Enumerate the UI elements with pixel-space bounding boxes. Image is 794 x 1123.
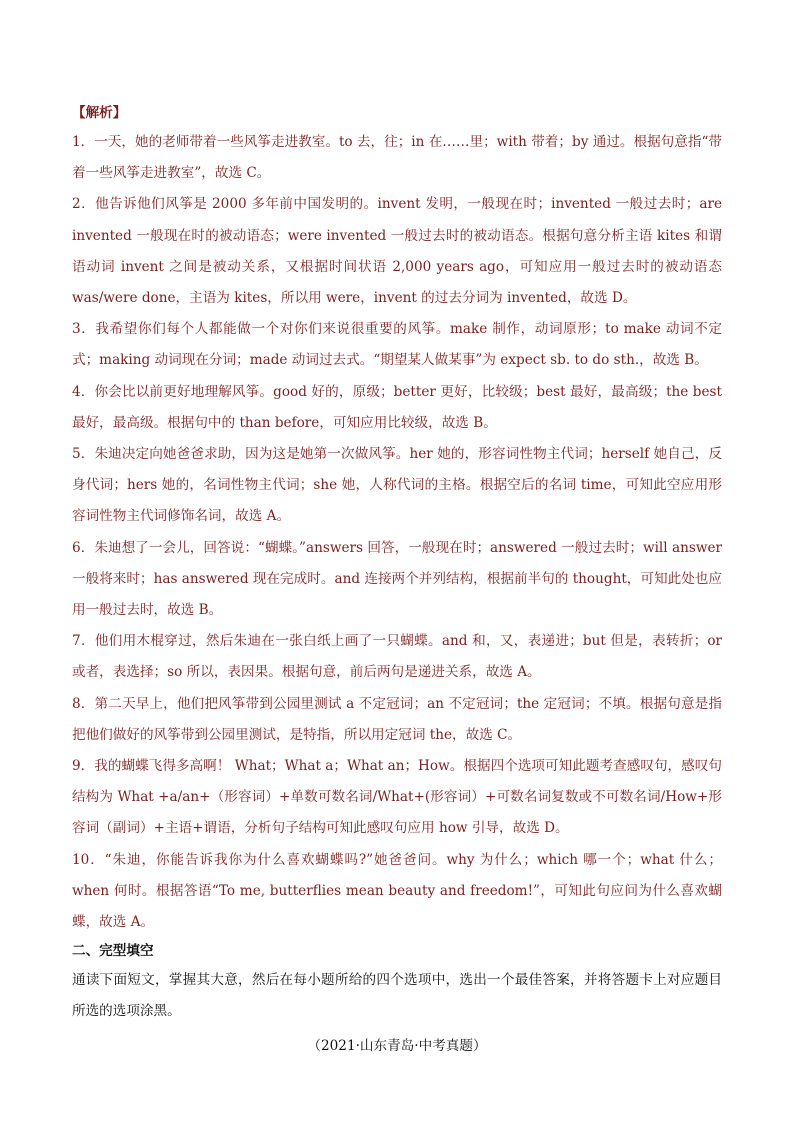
document-page bbox=[72, 100, 722, 1062]
analysis-heading: 【解析】 bbox=[72, 105, 127, 121]
analysis-item-10: 10．“朱迪，你能告诉我你为什么喜欢蝴蝶吗?”她爸爸问。why 为什么；which 哪一个；what 什么；when 何时。根据答语“To me, butterflies mean beauty and freedom!”，可知此句应问为什么喜欢蝴蝶，故选 A。 bbox=[72, 851, 722, 931]
section-title: 二、完型填空 bbox=[72, 943, 154, 960]
analysis-item-5: 5．朱迪决定向她爸爸求助，因为这是她第一次做风筝。her 她的，形容词性物主代词；herself 她自己，反身代词；hers 她的，名词性物主代词；she 她，人称代词的主格。根据空后的名词 time，可知此空应用形容词性物主代词修饰名词，故选 A。 bbox=[72, 446, 722, 525]
analysis-item-6: 6．朱迪想了一会儿，回答说：“蝴蝶。”answers 回答，一般现在时；answered 一般过去时；will answer 一般将来时；has answered 现在完成时。and 连接两个并列结构，根据前半句的 thought，可知此处也应用一般过去时，故选 B。 bbox=[72, 539, 722, 619]
section-instructions: 通读下面短文，掌握其大意，然后在每小题所给的四个选项中，选出一个最佳答案，并将答题卡上对应题目所选的选项涂黑。 bbox=[72, 972, 722, 1020]
analysis-item-8: 8．第二天早上，他们把风筝带到公园里测试 a 不定冠词；an 不定冠词；the 定冠词；不填。根据句意是指把他们做好的风筝带到公园里测试，是特指，所以用定冠词 the，故选 C。 bbox=[72, 695, 722, 743]
analysis-item-3: 3．我希望你们每个人都能做一个对你们来说很重要的风筝。make 制作，动词原形；to make 动词不定式；making 动词现在分词；made 动词过去式。“期望某人做某事”为 expect sb. to do sth.，故选 B。 bbox=[72, 321, 722, 369]
analysis-item-7: 7．他们用木棍穿过，然后朱迪在一张白纸上画了一只蝴蝶。and 和，又，表递进；but 但是，表转折；or 或者，表选择；so 所以，表因果。根据句意，前后两句是递进关系，故选 A。 bbox=[72, 633, 722, 681]
exam-source: （2021·山东青岛·中考真题） bbox=[307, 1038, 487, 1055]
analysis-item-9: 9．我的蝴蝶飞得多高啊！ What；What a；What an；How。根据四个选项可知此题考查感叹句，感叹句结构为 What +a/an+（形容词）+单数可数名词/What+(形容词）+可数名词复数或不可数名词/How+形容词（副词）+主语+谓语，分析句子结构可知此感叹句应用 how 引导，故选 D。 bbox=[72, 758, 722, 837]
analysis-item-1: 1．一天，她的老师带着一些风筝走进教室。to 去，往；in 在……里；with 带着；by 通过。根据句意指“带着一些风筝走进教室”，故选 C。 bbox=[72, 134, 722, 182]
analysis-item-4: 4．你会比以前更好地理解风筝。good 好的，原级；better 更好，比较级；best 最好，最高级；the best 最好，最高级。根据句中的 than before，可知应用比较级，故选 B。 bbox=[72, 383, 722, 431]
analysis-item-2: 2．他告诉他们风筝是 2000 多年前中国发明的。invent 发明，一般现在时；invented 一般过去时；are invented 一般现在时的被动语态；were invented 一般过去时的被动语态。根据句意分析主语 kites 和谓语动词 invent 之间是被动关系，又根据时间状语 2,000 years ago，可知应用一般过去时的被动语态 was/were done，主语为 kites，所以用 were，invent 的过去分词为 invented，故选 D。 bbox=[72, 196, 722, 307]
